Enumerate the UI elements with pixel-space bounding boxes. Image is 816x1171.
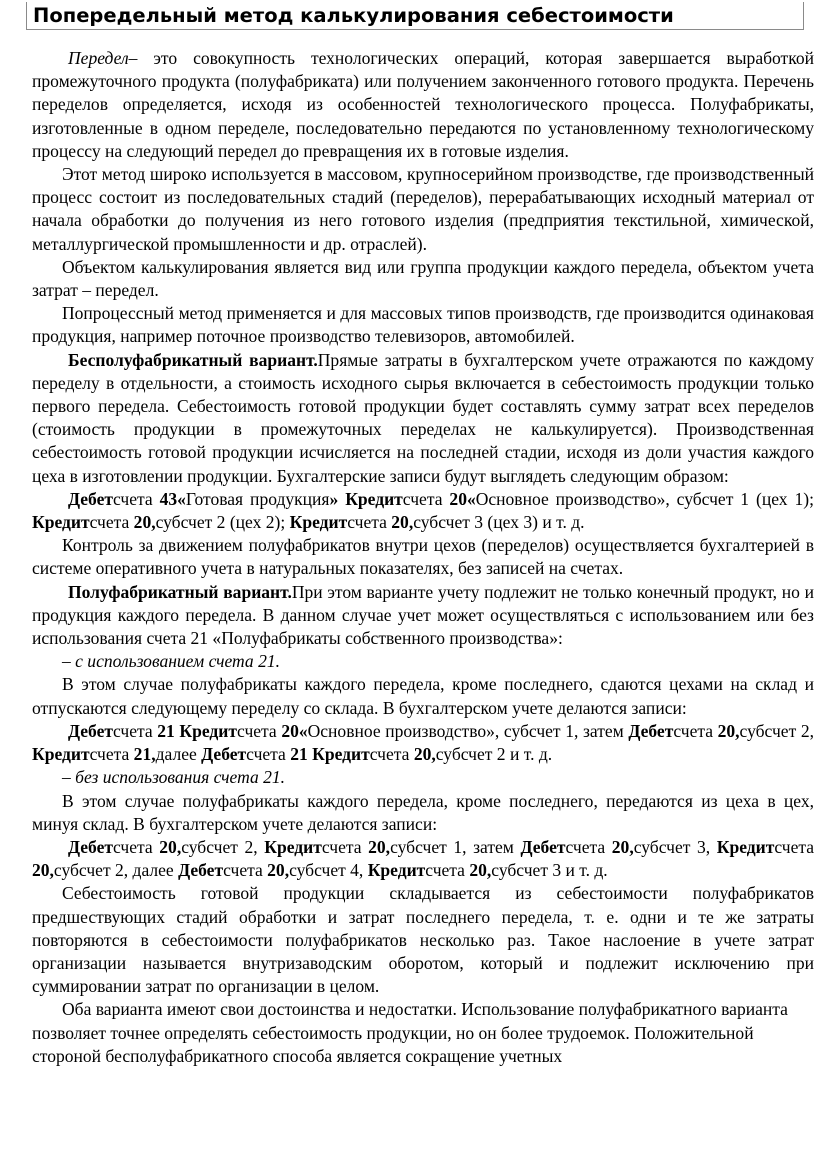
entry-text: субсчет 2 (цех 2); (155, 512, 290, 533)
paragraph-semifinished-variant (32, 581, 814, 651)
entry-keyword: Кредит (32, 512, 90, 533)
paragraph-usage: Этот метод широко используется в массовом, крупносерийном производстве, где производственный процесс состоит из последовательных стадий (переделов), перерабатывающих исходный материал от начала обработки до получения из него готового изделия (предприятия текстильной, химической, металлургической промышленности и др. отраслей). (32, 164, 814, 254)
entry-text: субсчет 3 и т. д. (491, 860, 608, 881)
variant-heading: Полуфабрикатный вариант. (68, 581, 292, 602)
entry-text: Основное производство», субсчет 1, затем (307, 720, 629, 741)
variant-heading: Бесполуфабрикатный вариант. (68, 349, 318, 370)
entry-keyword: Кредит (264, 836, 322, 857)
entry-keyword: 20, (391, 512, 414, 533)
entry-text: счета (89, 744, 134, 765)
paragraph-process-method: Попроцессный метод применяется и для массовых типов производств, где производится одинаковая продукция, например поточное производство телевизоров, автомобилей. (32, 303, 814, 347)
entry-keyword: Кредит (32, 744, 90, 765)
entries-non-semifinished (32, 488, 814, 534)
entry-keyword: 20, (469, 860, 492, 881)
entry-text: субсчет 3, (633, 836, 717, 857)
entry-text: далее (155, 744, 202, 765)
paragraph-with-account-21: В этом случае полуфабрикаты каждого передела, кроме последнего, сдаются цехами на склад и отпускаются следующему переделу со склада. В бухгалтерском учете делаются записи: (32, 674, 814, 718)
entry-text: счета (112, 836, 160, 857)
entry-text: субсчет 2, (739, 720, 814, 741)
entry-keyword: Кредит (367, 860, 426, 881)
entry-keyword: 43« (159, 488, 186, 509)
entry-text: субсчет 2, (181, 836, 265, 857)
entry-text: счета (112, 720, 158, 741)
entry-keyword: Дебет (68, 488, 113, 509)
entry-text: Основное производство», субсчет 1 (цех 1); (475, 488, 814, 509)
entry-keyword: 20, (413, 744, 436, 765)
entry-keyword: 20« (281, 720, 308, 741)
page-title: Попередельный метод калькулирования себестоимости (33, 4, 674, 27)
entry-keyword: Кредит (716, 836, 775, 857)
paragraph-control: Контроль за движением полуфабрикатов внутри цехов (переделов) осуществляется бухгалтерией в системе оперативного учета в натуральных показателях, без записей на счетах. (32, 535, 814, 579)
entry-text: субсчет 2 и т. д. (435, 744, 553, 765)
entry-text: счета (321, 836, 369, 857)
entry-keyword: Кредит (289, 512, 348, 533)
variant-text: При этом варианте учету подлежит не только конечный продукт, но и продукция каждого передела. В данном случае учет может осуществляться с использованием или без использования счета 21 «Полуфабрикаты собственного производства»: (32, 581, 814, 649)
entry-keyword: Дебет (68, 836, 113, 857)
entry-text: субсчет 2, далее (53, 860, 179, 881)
entry-keyword: Дебет (178, 860, 224, 881)
entry-text: счета (565, 836, 612, 857)
entry-keyword: 21, (133, 744, 156, 765)
entry-text: счета (112, 488, 160, 509)
subheading-with-account-21: – с использованием счета 21. (62, 651, 280, 672)
paragraph-object: Объектом калькулирования является вид или группа продукции каждого передела, объектом учета затрат – передел. (32, 256, 814, 301)
title-bar (26, 2, 804, 30)
entry-keyword: 20, (159, 836, 182, 857)
entry-keyword: 21 Кредит (157, 720, 238, 741)
entry-keyword: 20, (717, 720, 740, 741)
entry-text: счета (673, 720, 718, 741)
entry-keyword: 20« (449, 488, 476, 509)
definition-text: это совокупность технологических операций, которая завершается выработкой промежуточного продукта (полуфабриката) или получением законченного готового продукта. Перечень переделов определяется, исходя из особенностей технологического процесса. Полуфабрикаты, изготовленные в одном переделе, последовательно передаются по установленному технологическому процессу на следующий передел до превращения их в готовые изделия. (32, 48, 814, 161)
entry-text: субсчет 4, (289, 860, 368, 881)
paragraph-pros-cons: Оба варианта имеют свои достоинства и недостатки. Использование полуфабрикатного варианта позволяет точнее определять себестоимость продукции, но он более трудоемок. Положительной стороной бесполуфабрикатного способа является сокращение учетных (32, 999, 788, 1066)
entry-text: счета (347, 512, 392, 533)
entry-text: счета (237, 720, 282, 741)
subheading-without-account-21: – без использования счета 21. (62, 767, 286, 788)
entry-text: счета (223, 860, 268, 881)
entry-text: счета (402, 488, 450, 509)
entries-without-account-21 (32, 836, 814, 882)
term-peredel: Передел– (68, 48, 138, 68)
entry-keyword: 20, (611, 836, 634, 857)
variant-text: Прямые затраты в бухгалтерском учете отражаются по каждому переделу в отдельности, а стоимость исходного сырья включается в себестоимость продукции только первого передела. Себестоимость готовой продукции будет составлять сумму затрат всех переделов (стоимость продукции в промежуточных переделах не калькулируется). Производственная себестоимость готовой продукции исчисляется на последней стадии, исходя из доли участия каждого цеха в изготовлении продукции. Бухгалтерские записи будут выглядеть следующим образом: (32, 349, 815, 486)
entries-with-account-21 (32, 720, 814, 766)
entry-keyword: 20, (368, 836, 391, 857)
entry-text: субсчет 1, затем (390, 836, 521, 857)
entry-keyword: 20, (32, 860, 54, 881)
entry-keyword: Дебет (628, 720, 674, 741)
entry-keyword: 20, (133, 512, 156, 533)
entry-keyword: Дебет (68, 720, 113, 741)
entry-keyword: 20, (267, 860, 290, 881)
entry-keyword: Дебет (520, 836, 566, 857)
paragraph-non-semifinished-variant (32, 349, 814, 488)
entry-text: Готовая продукция (185, 488, 330, 509)
paragraph-without-account-21: В этом случае полуфабрикаты каждого передела, кроме последнего, передаются из цеха в цех, минуя склад. В бухгалтерском учете делаются записи: (32, 790, 814, 834)
paragraph-internal-turnover: Себестоимость готовой продукции складывается из себестоимости полуфабрикатов предшествующих стадий обработки и затрат последнего передела, т. е. одни и те же затраты повторяются в себестоимости полуфабрикатов несколько раз. Такое наслоение в учете затрат организации называется внутризаводским оборотом, который и подлежит исключению при суммировании затрат по организации в целом. (32, 883, 814, 997)
document-body (32, 47, 814, 1068)
entry-text: счета (89, 512, 134, 533)
entry-text: счета (369, 744, 414, 765)
entry-text: счета (425, 860, 470, 881)
entry-keyword: 21 Кредит (290, 744, 370, 765)
entry-text: счета (774, 836, 815, 857)
entry-text: счета (246, 744, 291, 765)
entry-keyword: » Кредит (329, 488, 403, 509)
entry-keyword: Дебет (201, 744, 247, 765)
paragraph-definition (32, 47, 814, 163)
entry-text: субсчет 3 (цех 3) и т. д. (413, 512, 585, 533)
